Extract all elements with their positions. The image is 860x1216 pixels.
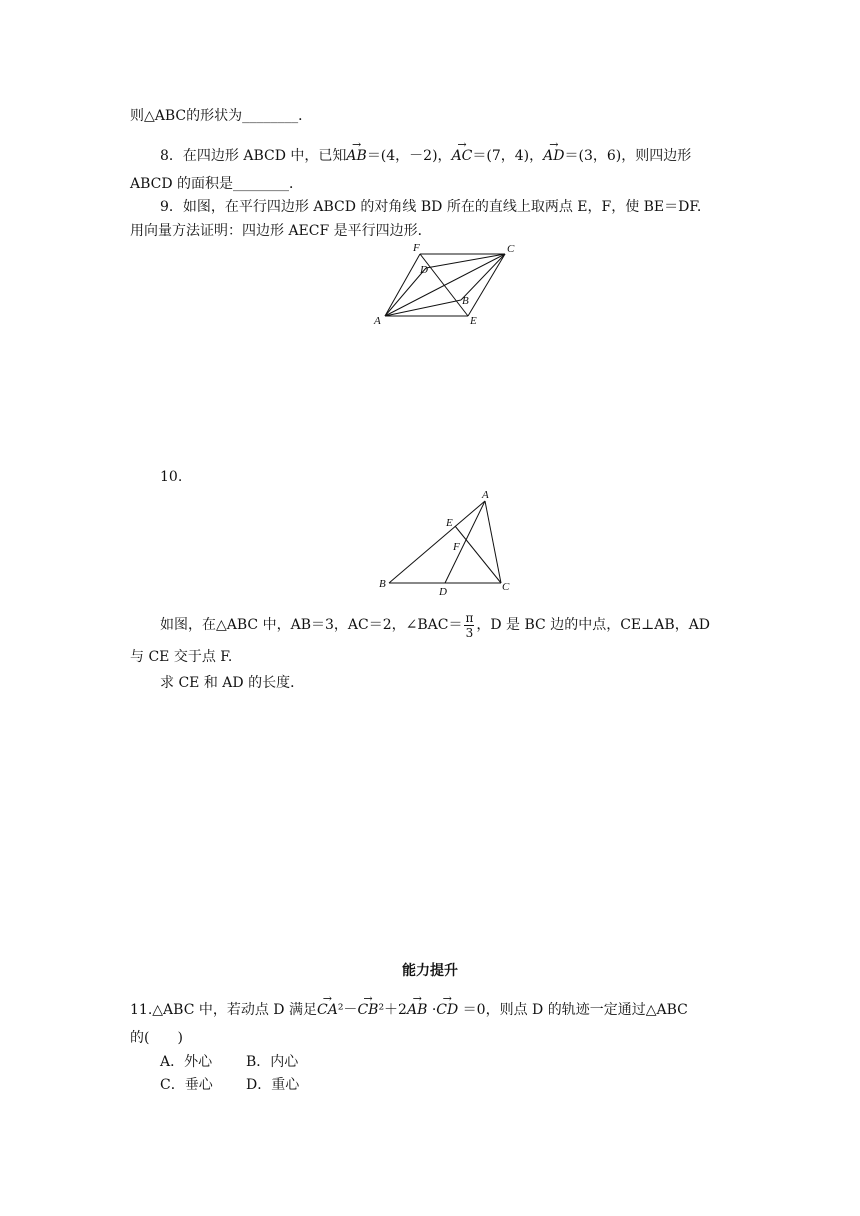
q10-label-a: A	[482, 489, 489, 501]
q9-label-f: F	[413, 242, 420, 254]
q8-ab-value: ＝(4，－2)，	[366, 148, 452, 164]
q8-line1	[160, 146, 691, 166]
section-title: 能力提升	[402, 963, 458, 979]
q10-line2: 与 CE 交于点 F.	[130, 649, 233, 665]
pi-over-3-fraction	[464, 611, 474, 640]
q10-label-d: D	[439, 586, 447, 598]
vector-ab: → AB	[346, 146, 366, 166]
q9-line1: 9．如图，在平行四边形 ABCD 的对角线 BD 所在的直线上取两点 E，F，使 BE＝DF.	[160, 199, 702, 215]
q11-mid2: ²＋2	[378, 1002, 407, 1018]
q11-mid1: ²－	[337, 1002, 358, 1018]
vector-cd: → CD	[436, 1000, 458, 1020]
q9-label-e: E	[470, 315, 477, 327]
q8-lead: 8．在四边形 ABCD 中，已知	[160, 148, 347, 164]
vector-ac: → AC	[452, 146, 473, 166]
q9-label-d: D	[420, 264, 428, 276]
q9-label-b: B	[462, 295, 469, 307]
q11-mid3: ·	[427, 1002, 437, 1018]
fraction-denominator: 3	[465, 625, 474, 640]
vector-ad: → AD	[543, 146, 564, 166]
option-b[interactable]: B．内心	[246, 1054, 299, 1070]
q10-line1-b: ，D 是 BC 边的中点，CE⊥AB，AD	[476, 617, 711, 633]
q11-line1	[130, 1000, 688, 1020]
vector-ab-q11: → AB	[407, 1000, 427, 1020]
q10-number: 10.	[160, 469, 183, 485]
q10-line1	[160, 610, 710, 640]
q11-lead: 11.△ABC 中，若动点 D 满足	[130, 1002, 317, 1018]
q8-ad-value: ＝(3，6)，则四边形	[564, 148, 692, 164]
q11-line2: 的( )	[130, 1030, 183, 1046]
q10-line1-a: 如图，在△ABC 中，AB＝3，AC＝2，∠BAC＝	[160, 617, 463, 633]
vector-ca: → CA	[317, 1000, 338, 1020]
option-c[interactable]: C．垂心	[160, 1077, 213, 1093]
option-a[interactable]: A．外心	[160, 1054, 213, 1070]
q9-line2: 用向量方法证明：四边形 AECF 是平行四边形．	[130, 223, 432, 239]
fraction-numerator: π	[465, 610, 474, 625]
q8-ac-value: ＝(7，4)，	[472, 148, 544, 164]
q10-label-f: F	[453, 541, 460, 553]
q10-label-c: C	[502, 581, 510, 593]
q9-label-c: C	[507, 243, 515, 255]
vector-cb: → CB	[357, 1000, 378, 1020]
q10-label-b: B	[379, 578, 386, 590]
q8-line2: ABCD 的面积是________．	[130, 176, 304, 192]
option-d[interactable]: D．重心	[246, 1077, 300, 1093]
q9-label-a: A	[374, 315, 381, 327]
q7-tail-text: 则△ABC的形状为________．	[130, 108, 313, 124]
q10-label-e: E	[446, 517, 453, 529]
q11-tail: ＝0，则点 D 的轨迹一定通过△ABC	[458, 1002, 688, 1018]
q9-parallelogram-figure	[368, 238, 528, 330]
q10-line3: 求 CE 和 AD 的长度．	[160, 675, 305, 691]
q10-triangle-figure	[375, 488, 515, 598]
